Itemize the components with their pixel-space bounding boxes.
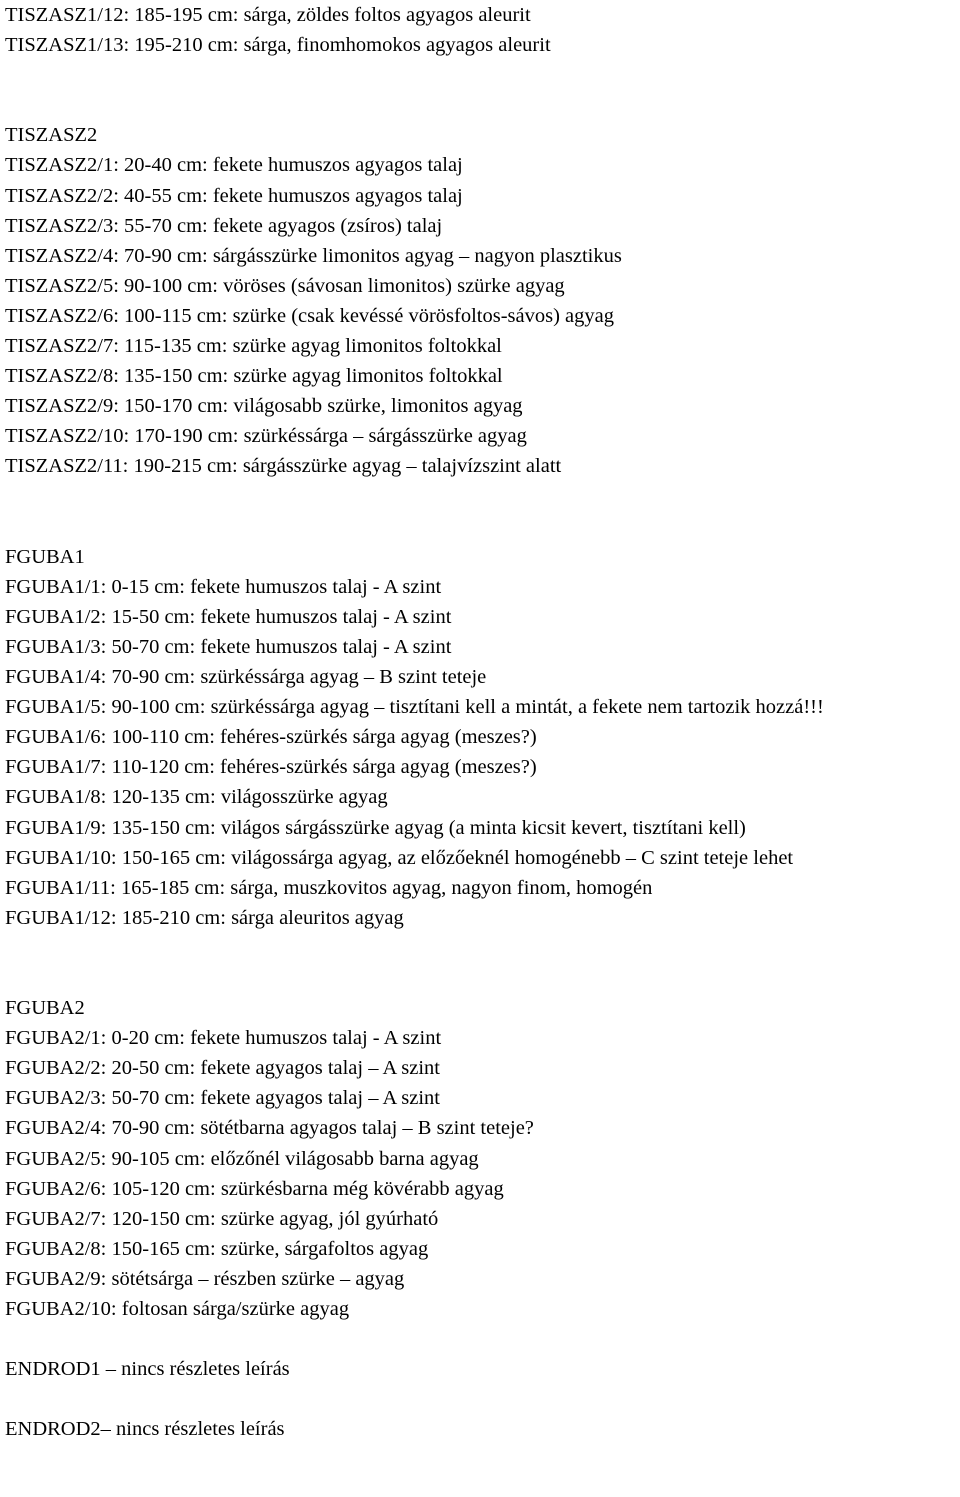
sample-line: FGUBA1/6: 100-110 cm: fehéres-szürkés sárga agyag (meszes?) [5,726,537,749]
section-spacer [5,933,957,993]
sample-line: FGUBA2/3: 50-70 cm: fekete agyagos talaj – A szint [5,1087,440,1110]
sample-line: TISZASZ2/9: 150-170 cm: világosabb szürke, limonitos agyag [5,395,523,418]
sample-line: FGUBA2/6: 105-120 cm: szürkésbarna még kövérabb agyag [5,1177,504,1200]
section-spacer [5,1384,957,1414]
section-heading: FGUBA2 [5,997,85,1020]
sample-line: FGUBA2/2: 20-50 cm: fekete agyagos talaj – A szint [5,1057,440,1080]
sample-line: FGUBA2/4: 70-90 cm: sötétbarna agyagos talaj – B szint teteje? [5,1117,534,1140]
sample-line: FGUBA2/7: 120-150 cm: szürke agyag, jól gyúrható [5,1207,439,1230]
sample-line: TISZASZ2/5: 90-100 cm: vöröses (sávosan limonitos) szürke agyag [5,274,565,297]
sample-line: FGUBA2/8: 150-165 cm: szürke, sárgafoltos agyag [5,1237,429,1260]
sample-line: TISZASZ2/7: 115-135 cm: szürke agyag limonitos foltokkal [5,335,502,358]
sample-line: TISZASZ2/8: 135-150 cm: szürke agyag limonitos foltokkal [5,365,503,388]
section-spacer [5,482,957,542]
sample-line: TISZASZ2/1: 20-40 cm: fekete humuszos agyagos talaj [5,154,463,177]
sample-line: FGUBA1/1: 0-15 cm: fekete humuszos talaj - A szint [5,575,442,598]
sample-line: TISZASZ2/10: 170-190 cm: szürkéssárga – sárgásszürke agyag [5,425,527,448]
sample-line: TISZASZ1/12: 185-195 cm: sárga, zöldes foltos agyagos aleurit [5,4,531,26]
sample-line: FGUBA1/12: 185-210 cm: sárga aleuritos agyag [5,906,404,929]
section-spacer [5,60,957,120]
section-spacer [5,1324,957,1354]
endrod1-line: ENDROD1 – nincs részletes leírás [5,1358,290,1381]
fguba1-section [5,542,957,933]
sample-line: FGUBA1/4: 70-90 cm: szürkéssárga agyag – B szint teteje [5,666,487,689]
sample-line: FGUBA2/9: sötétsárga – részben szürke – agyag [5,1267,405,1290]
sample-line: FGUBA2/1: 0-20 cm: fekete humuszos talaj - A szint [5,1027,442,1050]
sample-line: TISZASZ1/13: 195-210 cm: sárga, finomhomokos agyagos aleurit [5,34,551,57]
sample-line: FGUBA1/5: 90-100 cm: szürkéssárga agyag – tisztítani kell a mintát, a fekete nem tartozik hozzá!!! [5,696,824,719]
section-heading: TISZASZ2 [5,124,98,147]
sample-line: TISZASZ2/6: 100-115 cm: szürke (csak kevéssé vörösfoltos-sávos) agyag [5,304,614,327]
sample-line: FGUBA1/2: 15-50 cm: fekete humuszos talaj - A szint [5,605,452,628]
sample-line: FGUBA2/5: 90-105 cm: előzőnél világosabb barna agyag [5,1147,479,1170]
sample-line: FGUBA1/8: 120-135 cm: világosszürke agyag [5,786,388,809]
sample-line: TISZASZ2/2: 40-55 cm: fekete humuszos agyagos talaj [5,184,463,207]
document-page [5,0,957,1445]
endrod2-line: ENDROD2– nincs részletes leírás [5,1418,285,1441]
tiszasz1-tail-section [5,0,957,60]
section-heading: FGUBA1 [5,545,85,568]
sample-line: FGUBA1/10: 150-165 cm: világossárga agyag, az előzőeknél homogénebb – C szint teteje lehet [5,846,794,869]
sample-line: FGUBA1/9: 135-150 cm: világos sárgásszürke agyag (a minta kicsit kevert, tisztítani kell) [5,816,746,839]
sample-line: TISZASZ2/3: 55-70 cm: fekete agyagos (zsíros) talaj [5,214,443,237]
sample-line: TISZASZ2/4: 70-90 cm: sárgásszürke limonitos agyag – nagyon plasztikus [5,244,622,267]
sample-line: FGUBA1/3: 50-70 cm: fekete humuszos talaj - A szint [5,635,452,658]
sample-line: FGUBA1/7: 110-120 cm: fehéres-szürkés sárga agyag (meszes?) [5,756,537,779]
tiszasz2-section [5,120,957,481]
sample-line: FGUBA2/10: foltosan sárga/szürke agyag [5,1298,350,1321]
sample-line: FGUBA1/11: 165-185 cm: sárga, muszkovitos agyag, nagyon finom, homogén [5,876,653,899]
fguba2-section [5,993,957,1324]
sample-line: TISZASZ2/11: 190-215 cm: sárgásszürke agyag – talajvízszint alatt [5,455,562,478]
